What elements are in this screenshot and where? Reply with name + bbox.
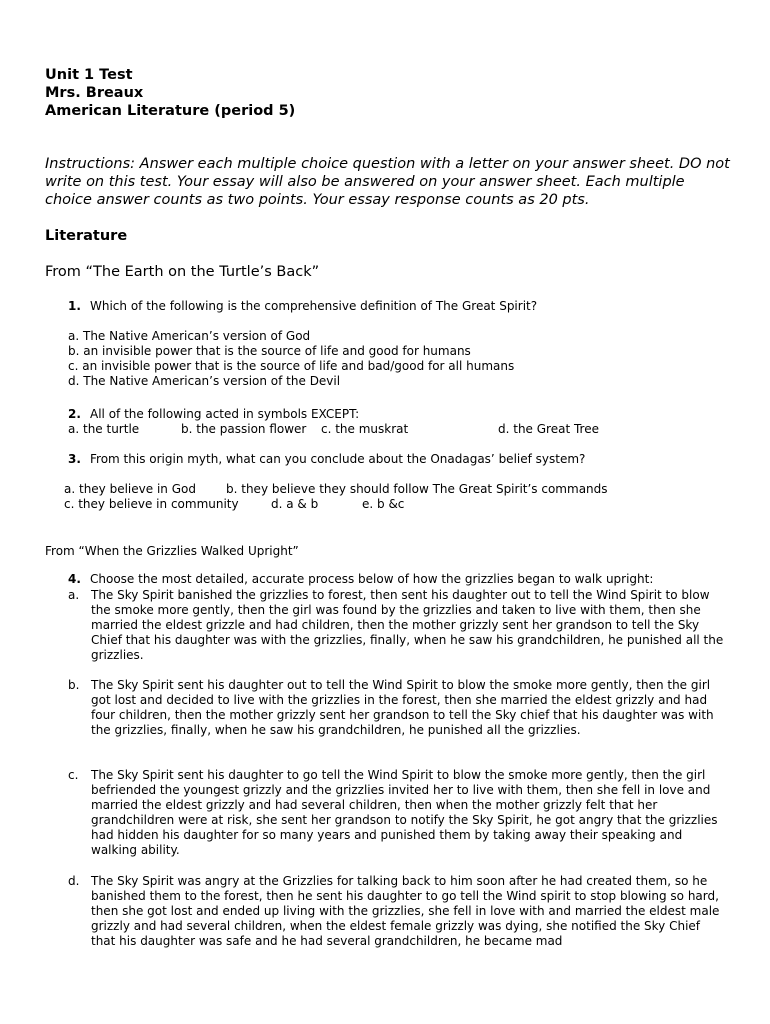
question-3 — [68, 452, 585, 467]
answer-option: a. they believe in God — [64, 482, 196, 496]
option-letter: c. — [68, 768, 79, 782]
question-text: From this origin myth, what can you conclude about the Onadagas’ belief system? — [90, 452, 586, 466]
answer-option: c. the muskrat — [321, 422, 409, 436]
teacher-name: Mrs. Breaux — [45, 85, 144, 101]
document-header — [45, 66, 295, 120]
story-title: From “The Earth on the Turtle’s Back” — [45, 264, 320, 280]
instructions-text: Instructions: Answer each multiple choice question with a letter on your answer sheet. DO not write on this test. Your essay will also be answered on your answer sheet. Each multiple choice answer counts as two points. Your essay response counts as 20 pts. — [45, 156, 730, 208]
answer-option: d. the Great Tree — [498, 422, 599, 436]
question-1-options — [68, 329, 514, 389]
question-number: 1. — [68, 299, 81, 313]
question-1 — [68, 299, 537, 314]
question-text: Which of the following is the comprehensive definition of The Great Spirit? — [90, 299, 538, 313]
question-text: Choose the most detailed, accurate process below of how the grizzlies began to walk upright: — [90, 572, 654, 586]
answer-option: b. the passion flower — [181, 422, 307, 436]
answer-option: c. an invisible power that is the source of life and bad/good for all humans — [68, 359, 515, 373]
option-letter: d. — [68, 874, 80, 888]
option-text: The Sky Spirit banished the grizzlies to forest, then sent his daughter out to tell the Wind Spirit to blow the smoke more gently, then the girl was found by the grizzlies and taken to live with them, then she married the eldest grizzle and had children, then the mother grizzly sent her grandson to tell the Sky Chief that his daughter was with the grizzlies, finally, when he saw his grandchildren, he punished all the grizzlies. — [91, 588, 724, 662]
option-letter: a. — [68, 588, 80, 602]
question-number: 3. — [68, 452, 81, 466]
question-4 — [68, 572, 653, 587]
answer-option: e. b &c — [362, 497, 405, 511]
answer-option: a. the turtle — [68, 422, 140, 436]
answer-option — [68, 588, 728, 663]
question-text: All of the following acted in symbols EXCEPT: — [90, 407, 360, 421]
answer-option — [68, 678, 728, 738]
option-text: The Sky Spirit sent his daughter out to tell the Wind Spirit to blow the smoke more gently, then the girl got lost and decided to live with the grizzlies in the forest, then she married the eldest grizzly and had four children, then the mother grizzly sent her grandson to tell the Sky chief that his daughter was with the grizzlies, finally, when he saw his grandchildren, he punished all the grizzlies. — [91, 678, 714, 737]
answer-option — [68, 768, 728, 858]
question-number: 4. — [68, 572, 81, 586]
answer-option: c. they believe in community — [64, 497, 239, 511]
question-number: 2. — [68, 407, 81, 421]
answer-option: d. a & b — [271, 497, 319, 511]
answer-option: d. The Native American’s version of the Devil — [68, 374, 341, 388]
section-heading: Literature — [45, 228, 128, 244]
story-title: From “When the Grizzlies Walked Upright” — [45, 544, 299, 558]
option-text: The Sky Spirit was angry at the Grizzlies for talking back to him soon after he had created them, so he banished them to the forest, then he sent his daughter to go tell the Wind spirit to stop blowing so hard, then she got lost and ended up living with the grizzlies, she fell in love with and married the eldest male grizzly and had several children, when the eldest female grizzly was dying, she notified the Sky Chief that his daughter was safe and he had several grandchildren, he became mad — [91, 874, 720, 948]
answer-option — [68, 874, 728, 949]
answer-option: b. they believe they should follow The Great Spirit’s commands — [226, 482, 608, 496]
question-2 — [68, 407, 359, 422]
unit-title: Unit 1 Test — [45, 67, 133, 83]
course-name: American Literature (period 5) — [45, 103, 296, 119]
option-letter: b. — [68, 678, 80, 692]
option-text: The Sky Spirit sent his daughter to go tell the Wind Spirit to blow the smoke more gently, then the girl befriended the youngest grizzly and the grizzlies invited her to live with them, then she fell in love and married the eldest grizzly and had several children, then when the mother grizzly felt that her grandchildren were at risk, she sent her grandson to notify the Sky Spirit, he got angry that the grizzlies had hidden his daughter for so many years and punished them by taking away their speaking and walking ability. — [91, 768, 718, 857]
answer-option: a. The Native American’s version of God — [68, 329, 311, 343]
answer-option: b. an invisible power that is the source of life and good for humans — [68, 344, 471, 358]
